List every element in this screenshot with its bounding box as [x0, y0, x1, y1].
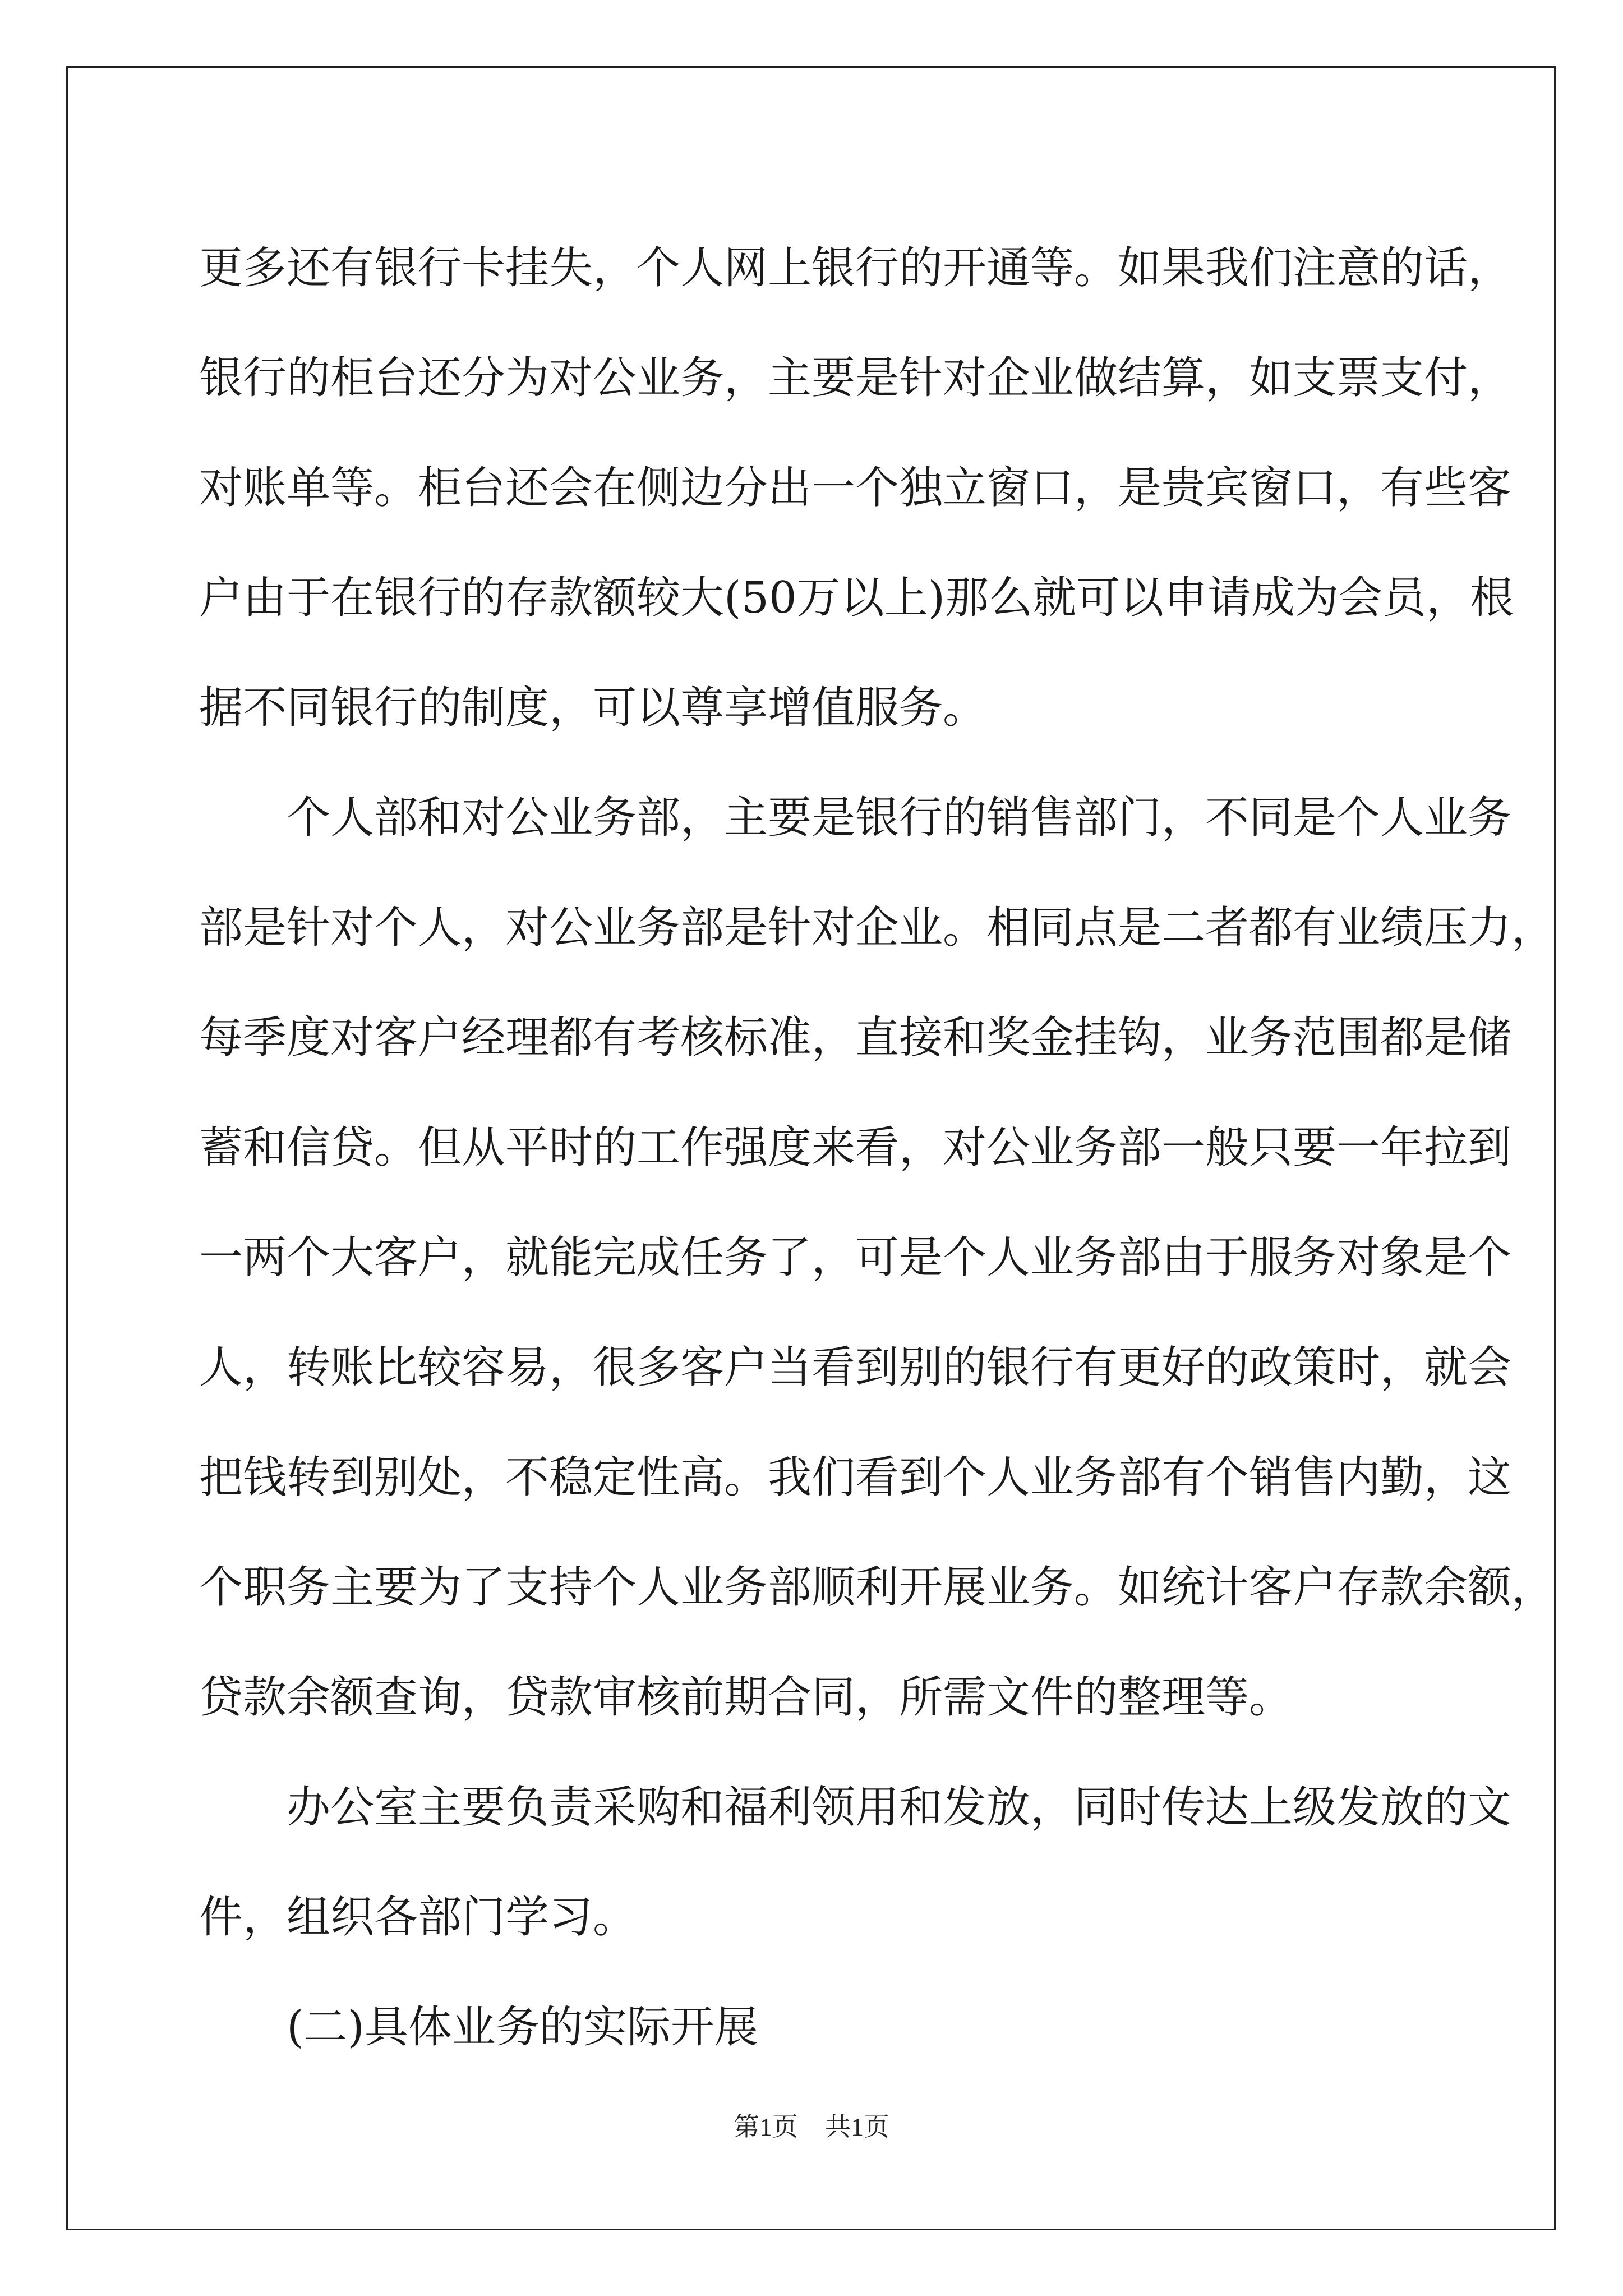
section-heading: (二)具体业务的实际开展: [287, 2002, 758, 2053]
paragraph-first-line: 个人部和对公业务部，主要是银行的销售部门，不同是个人业务: [287, 793, 1512, 843]
text-line: 户由于在银行的存款额较大(50万以上)那么就可以申请成为会员，根: [199, 573, 1514, 623]
page-number: 第1页: [734, 2113, 798, 2141]
text-line: 蓄和信贷。但从平时的工作强度来看，对公业务部一般只要一年拉到: [199, 1122, 1512, 1173]
page-footer: [0, 2106, 1623, 2143]
text-line: 对账单等。柜台还会在侧边分出一个独立窗口，是贵宾窗口，有些客: [199, 463, 1512, 513]
paragraph-first-line: 办公室主要负责采购和福利领用和发放，同时传达上级发放的文: [287, 1782, 1512, 1833]
text-line: 件，组织各部门学习。: [199, 1892, 637, 1943]
text-line: 一两个大客户，就能完成任务了，可是个人业务部由于服务对象是个: [199, 1232, 1512, 1283]
text-line: 个职务主要为了支持个人业务部顺利开展业务。如统计客户存款余额，: [199, 1562, 1556, 1613]
text-line: 把钱转到别处，不稳定性高。我们看到个人业务部有个销售内勤，这: [199, 1452, 1512, 1503]
text-line: 人，转账比较容易，很多客户当看到别的银行有更好的政策时，就会: [199, 1342, 1512, 1393]
text-line: 贷款余额查询，贷款审核前期合同，所需文件的整理等。: [199, 1672, 1293, 1723]
text-line: 更多还有银行卡挂失，个人网上银行的开通等。如果我们注意的话，: [199, 243, 1512, 293]
text-line: 银行的柜台还分为对公业务，主要是针对企业做结算，如支票支付，: [199, 353, 1512, 403]
document-body: [199, 213, 1556, 2082]
text-line: 每季度对客户经理都有考核标准，直接和奖金挂钩，业务范围都是储: [199, 1013, 1512, 1063]
page-total: 共1页: [825, 2113, 889, 2141]
text-line: 部是针对个人，对公业务部是针对企业。相同点是二者都有业绩压力，: [199, 903, 1556, 953]
text-line: 据不同银行的制度，可以尊享增值服务。: [199, 683, 987, 733]
